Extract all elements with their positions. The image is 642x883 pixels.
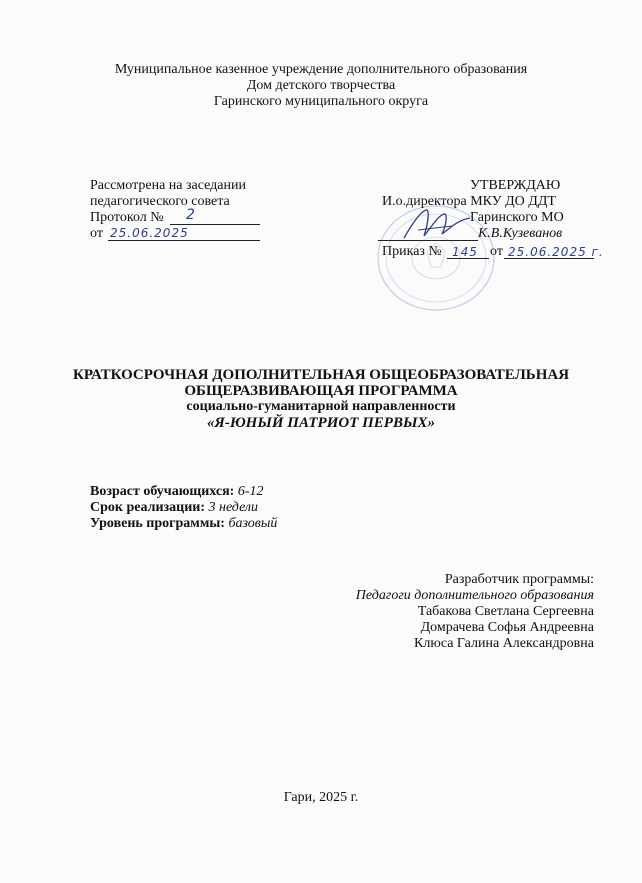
age-row xyxy=(90,483,264,500)
director-name: К.В.Кузеванов xyxy=(478,226,563,241)
date-handwritten: 25.06.2025 xyxy=(110,226,189,240)
developer-role: Педагоги дополнительного образования xyxy=(355,588,594,603)
director-position: И.о.директора МКУ ДО ДДТ xyxy=(382,194,556,209)
program-title-line1: КРАТКОСРОЧНАЯ ДОПОЛНИТЕЛЬНАЯ ОБЩЕОБРАЗОВАТЕЛЬНАЯ xyxy=(72,367,570,383)
order-number-handwritten: 145 xyxy=(452,245,478,259)
term-value: 3 недели xyxy=(208,500,259,515)
protocol-number-handwritten: 2 xyxy=(186,207,196,223)
level-label: Уровень программы: xyxy=(90,516,225,531)
developer-person-3: Клюса Галина Александровна xyxy=(414,636,594,651)
developer-person-1: Табакова Светлана Сергеевна xyxy=(417,604,594,619)
protocol-underline xyxy=(170,224,260,225)
order-date-label: от xyxy=(490,244,503,259)
protocol-label: Протокол № xyxy=(90,210,164,225)
approve-label: УТВЕРЖДАЮ xyxy=(470,178,561,193)
developer-label: Разработчик программы: xyxy=(444,572,594,587)
developer-person-2: Домрачева Софья Андреевна xyxy=(420,620,594,635)
order-date-handwritten: 25.06.2025 г. xyxy=(508,245,604,259)
district-name: Гаринского МО xyxy=(470,210,564,225)
reviewed-line1: Рассмотрена на заседании xyxy=(90,178,246,193)
age-label: Возраст обучающихся: xyxy=(90,484,235,499)
place-and-year: Гари, 2025 г. xyxy=(283,790,359,805)
level-value: базовый xyxy=(228,516,278,531)
level-row xyxy=(90,515,277,532)
date-label: от xyxy=(90,226,103,241)
reviewed-line2: педагогического совета xyxy=(90,194,230,209)
program-name: «Я-ЮНЫЙ ПАТРИОТ ПЕРВЫХ» xyxy=(206,415,436,431)
org-name-line3: Гаринского муниципального округа xyxy=(213,94,429,109)
program-title-line2: ОБЩЕРАЗВИВАЮЩАЯ ПРОГРАММА xyxy=(184,383,458,399)
org-name-line2: Дом детского творчества xyxy=(246,78,396,93)
signature-underline xyxy=(378,240,478,241)
org-name-line1: Муниципальное казенное учреждение дополнительного образования xyxy=(114,62,528,77)
term-label: Срок реализации: xyxy=(90,500,205,515)
term-row xyxy=(90,499,258,516)
order-label: Приказ № xyxy=(382,244,442,259)
program-direction: социально-гуманитарной направленности xyxy=(186,399,456,414)
age-value: 6-12 xyxy=(237,484,264,499)
date-underline xyxy=(108,240,260,241)
